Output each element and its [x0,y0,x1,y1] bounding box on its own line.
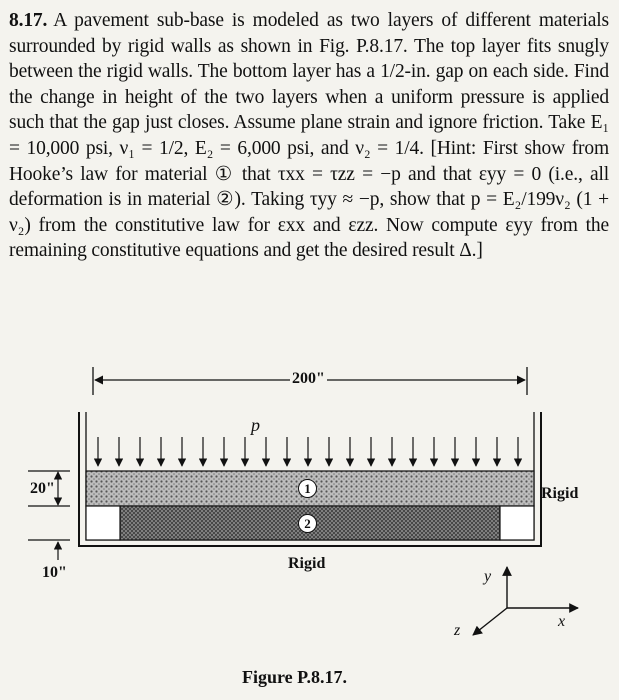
axis-y-label: y [484,568,492,585]
problem-statement [9,8,609,264]
pressure-arrows [98,437,518,466]
depth-label: 10" [42,564,67,581]
gap-right [500,506,534,540]
axis-x-label: x [558,613,566,630]
layer-2-label: 2 [298,514,317,533]
height-label: 20" [30,480,55,497]
problem-number: 8.17. [9,10,48,31]
problem-body: A pavement sub-base is modeled as two layers of different materials surrounded by rigid walls as shown in Fig. P.8.17. The top layer fits snugly between the rigid walls. The bottom layer has a 1/2-in. gap on each side. Find the change in height of the two layers when a uniform pressure is applied such that the gap just closes. Assume plane strain and ignore friction. Take E₁ = 10,000 psi, ν₁ = 1/2, E₂ = 6,000 psi, and ν₂ = 1/4. [Hint: First show from Hooke’s law for material ① that τxx = τzz = −p and that εyy = 0 (i.e., all deformation is in material ②). Taking τyy ≈ −p, show that p = E₂/199ν₂ (1 + ν₂) from the constitutive law for εxx and εzz. Now compute εyy from the remaining constitutive equations and get the desired result Δ.] [9,10,609,262]
load-label: p [251,415,260,435]
right-wall-label: Rigid [541,485,579,502]
width-label: 200" [292,370,325,387]
figure-p-8-17 [0,355,619,700]
axis-z-label: z [454,622,461,639]
layer-1-label: 1 [298,479,317,498]
bottom-rigid-label: Rigid [288,555,326,572]
figure-caption: Figure P.8.17. [242,667,348,687]
gap-left [86,506,120,540]
